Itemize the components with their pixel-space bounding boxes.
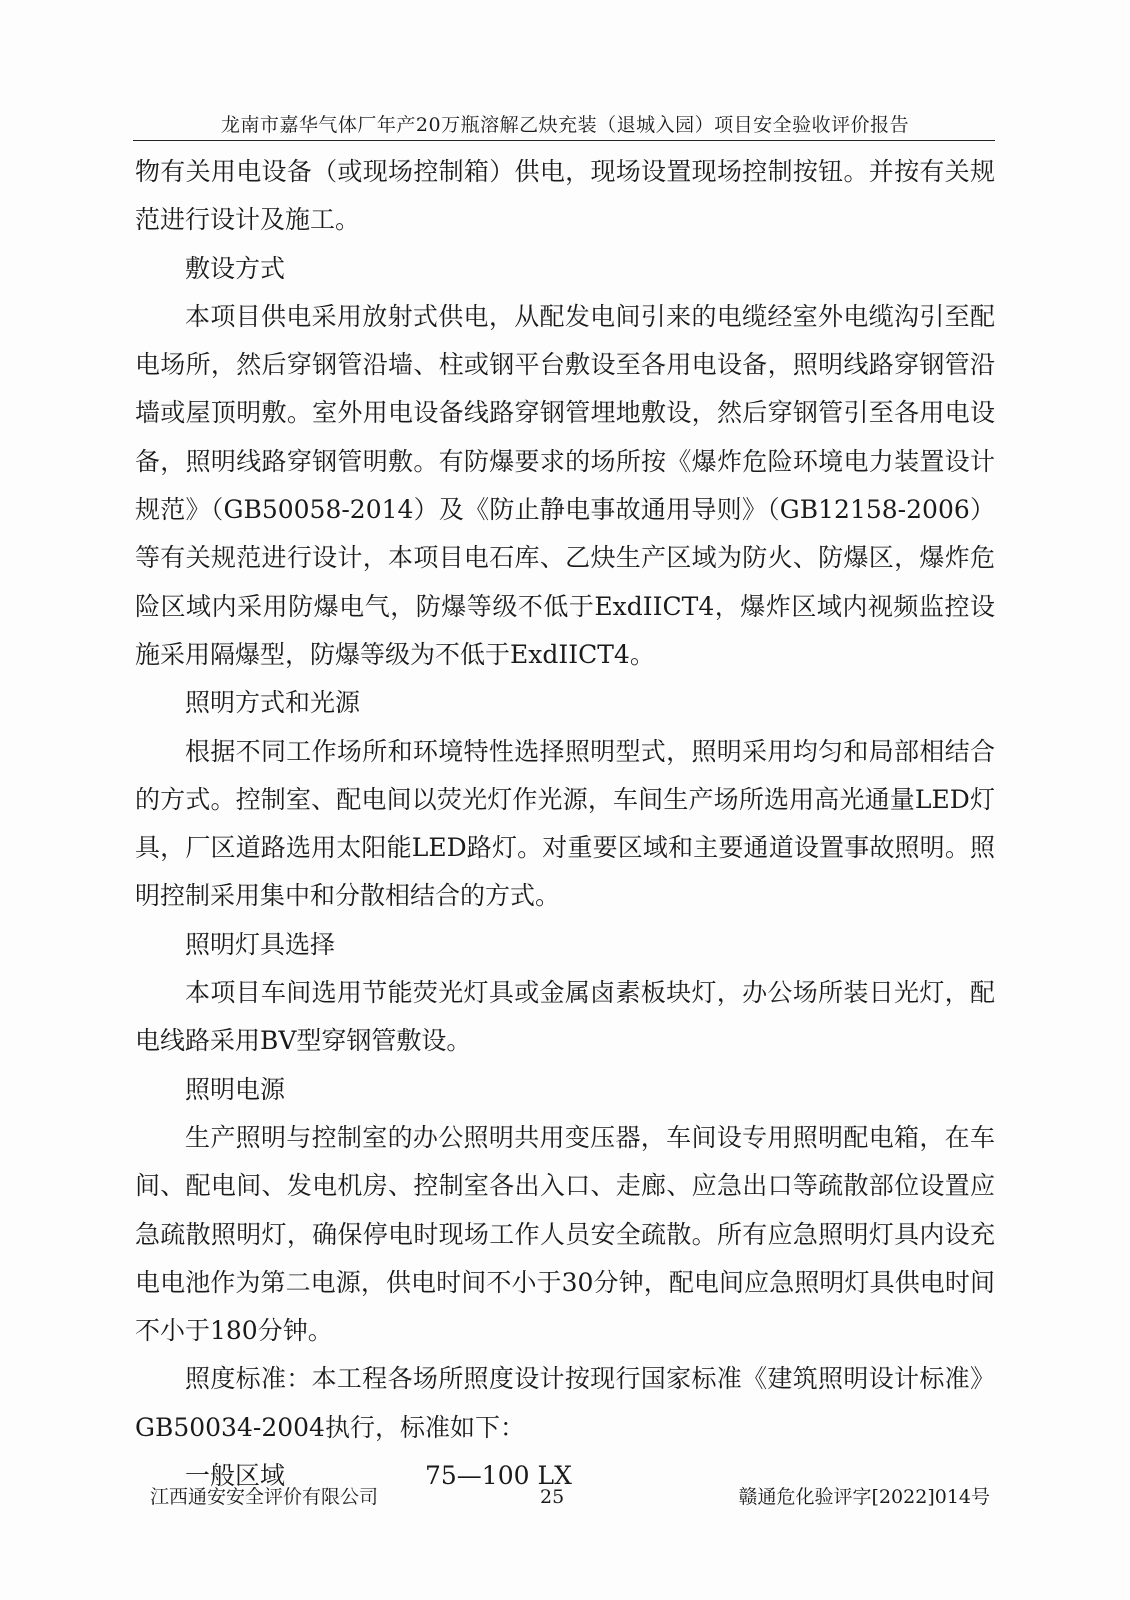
paragraph-4: 本项目车间选用节能荧光灯具或金属卤素板块灯，办公场所装日光灯，配电线路采用BV型穿钢管敷设。	[135, 978, 995, 1056]
section-heading-lighting-power: 照明电源	[185, 1074, 286, 1104]
standard-area-value: 75—100 LX	[425, 1461, 572, 1491]
section-heading-fixture-selection: 照明灯具选择	[185, 929, 336, 959]
document-body	[135, 148, 995, 1500]
paragraph-5: 生产照明与控制室的办公照明共用变压器，车间设专用照明配电箱，在车间、配电间、发电机房、控制室各出入口、走廊、应急出口等疏散部位设置应急疏散照明灯，确保停电时现场工作人员安全疏散。所有应急照明灯具内设充电电池作为第二电源，供电时间不小于30分钟，配电间应急照明灯具供电时间不小于180分钟。	[135, 1122, 995, 1346]
paragraph-6: 照度标准：本工程各场所照度设计按现行国家标准《建筑照明设计标准》GB50034-2004执行，标准如下：	[135, 1364, 995, 1442]
header-divider	[133, 140, 995, 141]
section-heading-laying-method: 敷设方式	[185, 253, 286, 283]
section-heading-lighting-method: 照明方式和光源	[185, 688, 361, 718]
paragraph-3: 根据不同工作场所和环境特性选择照明型式，照明采用均匀和局部相结合的方式。控制室、配电间以荧光灯作光源，车间生产场所选用高光通量LED灯具，厂区道路选用太阳能LED路灯。对重要区域和主要通道设置事故照明。照明控制采用集中和分散相结合的方式。	[135, 736, 995, 911]
footer-page-number: 25	[540, 1486, 565, 1508]
page-header-title: 龙南市嘉华气体厂年产20万瓶溶解乙炔充装（退城入园）项目安全验收评价报告	[220, 114, 910, 136]
paragraph-1: 物有关用电设备（或现场控制箱）供电，现场设置现场控制按钮。并按有关规范进行设计及施工。	[135, 157, 995, 235]
footer-doc-number: 赣通危化验评字[2022]014号	[738, 1486, 990, 1508]
footer-company: 江西通安安全评价有限公司	[150, 1486, 379, 1508]
standard-area-label: 一般区域	[185, 1461, 286, 1491]
paragraph-2: 本项目供电采用放射式供电，从配发电间引来的电缆经室外电缆沟引至配电场所，然后穿钢管沿墙、柱或钢平台敷设至各用电设备，照明线路穿钢管沿墙或屋顶明敷。室外用电设备线路穿钢管埋地敷设，然后穿钢管引至各用电设备，照明线路穿钢管明敷。有防爆要求的场所按《爆炸危险环境电力装置设计规范》（GB50058-2014）及《防止静电事故通用导则》（GB12158-2006）等有关规范进行设计，本项目电石库、乙炔生产区域为防火、防爆区，爆炸危险区域内采用防爆电气，防爆等级不低于ExdIICT4，爆炸区域内视频监控设施采用隔爆型，防爆等级为不低于ExdIICT4。	[135, 301, 995, 669]
